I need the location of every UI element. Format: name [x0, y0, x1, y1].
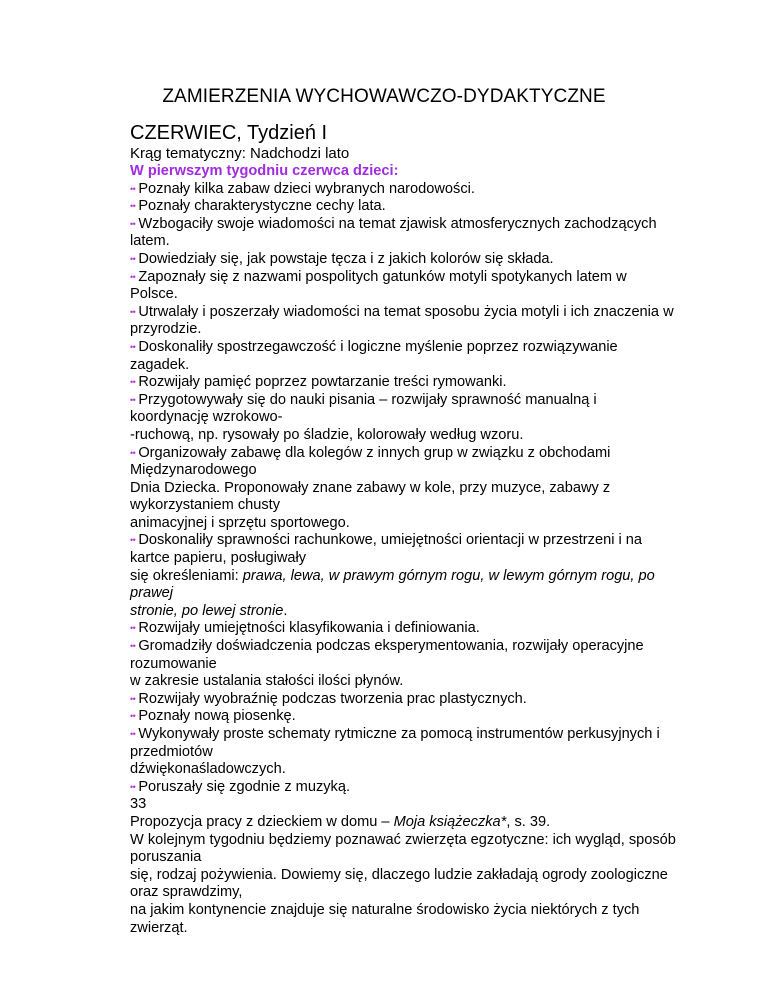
list-item-continuation: [130, 744, 690, 762]
list-item-text: Doskonaliły spostrzegawczość i logiczne myślenie poprzez rozwiązywanie: [138, 338, 618, 355]
list-item: [130, 726, 690, 744]
list-item-continuation: [130, 286, 690, 304]
list-item-text: Polsce.: [130, 286, 178, 303]
bullet-icon: ••: [130, 693, 136, 704]
list-item-continuation: [130, 656, 690, 674]
proposal-line: [130, 814, 690, 832]
list-item: [130, 620, 690, 638]
list-item: [130, 304, 690, 322]
bullet-icon: ••: [130, 218, 136, 229]
list-item: [130, 691, 690, 709]
list-item-continuation: [130, 568, 690, 586]
list-item-text: rozumowanie: [130, 655, 217, 672]
list-item-text: Poznały nową piosenkę.: [138, 708, 296, 725]
intro-line: W pierwszym tygodniu czerwca dzieci:: [130, 163, 399, 179]
list-item: [130, 708, 690, 726]
list-item-continuation: [130, 585, 690, 603]
list-item-text: Rozwijały pamięć poprzez powtarzanie treści rymowanki.: [138, 374, 507, 391]
list-item-text: Rozwijały wyobraźnię podczas tworzenia prac plastycznych.: [138, 690, 527, 707]
list-item: [130, 392, 690, 410]
list-item-text: Poruszały się zgodnie z muzyką.: [138, 778, 351, 795]
list-item-text: się określeniami:: [130, 567, 243, 584]
list-item-text: przyrodzie.: [130, 321, 202, 338]
list-item-continuation: [130, 462, 690, 480]
list-item-continuation: [130, 409, 690, 427]
list-item-text: Gromadziły doświadczenia podczas eksperymentowania, rozwijały operacyjne: [138, 638, 644, 655]
list-item-continuation: [130, 761, 690, 779]
paragraph-line: oraz sprawdzimy,: [130, 884, 243, 901]
list-item-text: dźwiękonaśladowczych.: [130, 761, 286, 778]
paragraph-line: poruszania: [130, 849, 202, 866]
list-item-text: Wzbogaciły swoje wiadomości na temat zjawisk atmosferycznych zachodzących: [138, 215, 657, 232]
list-item: [130, 532, 690, 550]
list-item-continuation: [130, 427, 690, 445]
document-body: [130, 145, 690, 937]
list-item: [130, 181, 690, 199]
list-item-italic-text: prawa, lewa, w prawym górnym rogu, w lewym górnym rogu, po: [242, 567, 655, 584]
list-item-text: Utrwalały i poszerzały wiadomości na temat sposobu życia motyli i ich znaczenia w: [138, 303, 674, 320]
list-item: [130, 638, 690, 656]
list-item-italic-text: stronie, po lewej stronie: [130, 602, 284, 619]
list-item-text: -ruchową, np. rysowały po śladzie, kolorowały według wzoru.: [130, 426, 524, 443]
list-item-continuation: [130, 357, 690, 375]
list-item: [130, 339, 690, 357]
list-item-continuation: [130, 480, 690, 498]
bullet-icon: ••: [130, 623, 136, 634]
proposal-prefix: Propozycja pracy z dzieckiem w domu –: [130, 813, 394, 830]
bullet-icon: ••: [130, 201, 136, 212]
theme-line: Krąg tematyczny: Nadchodzi lato: [130, 145, 350, 162]
bullet-icon: ••: [130, 306, 136, 317]
list-item-text: Organizowały zabawę dla kolegów z innych grup w związku z obchodami: [138, 444, 611, 461]
bullet-icon: ••: [130, 535, 136, 546]
list-item-continuation: [130, 321, 690, 339]
closing-paragraph: [130, 832, 690, 938]
list-item-text: Doskonaliły sprawności rachunkowe, umiejętności orientacji w przestrzeni i na: [138, 532, 643, 549]
objectives-list: [130, 181, 690, 797]
list-item: [130, 445, 690, 463]
paragraph-line: się, rodzaj pożywienia. Dowiemy się, dlaczego ludzie zakładają ogrody zoologiczne: [130, 866, 668, 883]
list-item-continuation: [130, 550, 690, 568]
list-item-text: w zakresie ustalania stałości ilości płynów.: [130, 673, 404, 690]
list-item-text: Zapoznały się z nazwami pospolitych gatunków motyli spotykanych latem w: [138, 268, 627, 285]
proposal-title: Moja książeczka*: [393, 813, 507, 830]
list-item-text: zagadek.: [130, 356, 190, 373]
bullet-icon: ••: [130, 253, 136, 264]
list-item-continuation: [130, 497, 690, 515]
list-item-text: wykorzystaniem chusty: [130, 497, 281, 514]
list-item-text: Przygotowywały się do nauki pisania – rozwijały sprawność manualną i: [138, 391, 597, 408]
bullet-icon: ••: [130, 341, 136, 352]
page-number: 33: [130, 796, 147, 813]
list-item-suffix: .: [283, 602, 288, 619]
list-item-text: przedmiotów: [130, 743, 213, 760]
list-item-continuation: [130, 515, 690, 533]
list-item: [130, 269, 690, 287]
list-item-continuation: [130, 673, 690, 691]
bullet-icon: ••: [130, 271, 136, 282]
list-item-text: animacyjnej i sprzętu sportowego.: [130, 514, 350, 531]
list-item: [130, 198, 690, 216]
list-item: [130, 374, 690, 392]
list-item-text: kartce papieru, posługiwały: [130, 550, 307, 567]
list-item-text: latem.: [130, 233, 170, 250]
bullet-icon: ••: [130, 447, 136, 458]
bullet-icon: ••: [130, 711, 136, 722]
list-item-text: Poznały charakterystyczne cechy lata.: [138, 198, 386, 215]
list-item-text: Rozwijały umiejętności klasyfikowania i definiowania.: [138, 620, 480, 637]
bullet-icon: ••: [130, 729, 136, 739]
proposal-suffix: , s. 39.: [506, 813, 551, 830]
paragraph-line: na jakim kontynencie znajduje się naturalne środowisko życia niektórych z tych: [130, 901, 640, 918]
bullet-icon: ••: [130, 781, 136, 792]
list-item-text: Międzynarodowego: [130, 462, 257, 479]
paragraph-line: zwierząt.: [130, 919, 188, 936]
section-heading: CZERWIEC, Tydzień I: [130, 122, 328, 144]
list-item-italic-text: prawej: [130, 585, 173, 602]
list-item-text: koordynację wzrokowo-: [130, 409, 283, 426]
bullet-icon: ••: [130, 377, 136, 388]
list-item-text: Dowiedziały się, jak powstaje tęcza i z jakich kolorów się składa.: [138, 250, 554, 267]
list-item-continuation: [130, 233, 690, 251]
bullet-icon: ••: [130, 641, 136, 652]
paragraph-line: W kolejnym tygodniu będziemy poznawać zwierzęta egzotyczne: ich wygląd, sposób: [130, 831, 676, 848]
list-item-text: Wykonywały proste schematy rytmiczne za pomocą instrumentów perkusyjnych i: [138, 726, 660, 742]
document-title: ZAMIERZENIA WYCHOWAWCZO-DYDAKTYCZNE: [162, 86, 606, 107]
bullet-icon: ••: [130, 183, 136, 194]
list-item-text: Dnia Dziecka. Proponowały znane zabawy w kole, przy muzyce, zabawy z: [130, 479, 611, 496]
list-item: [130, 779, 690, 797]
list-item: [130, 251, 690, 269]
list-item: [130, 216, 690, 234]
bullet-icon: ••: [130, 394, 136, 405]
list-item-text: Poznały kilka zabaw dzieci wybranych narodowości.: [138, 180, 475, 197]
list-item-continuation: [130, 603, 690, 621]
